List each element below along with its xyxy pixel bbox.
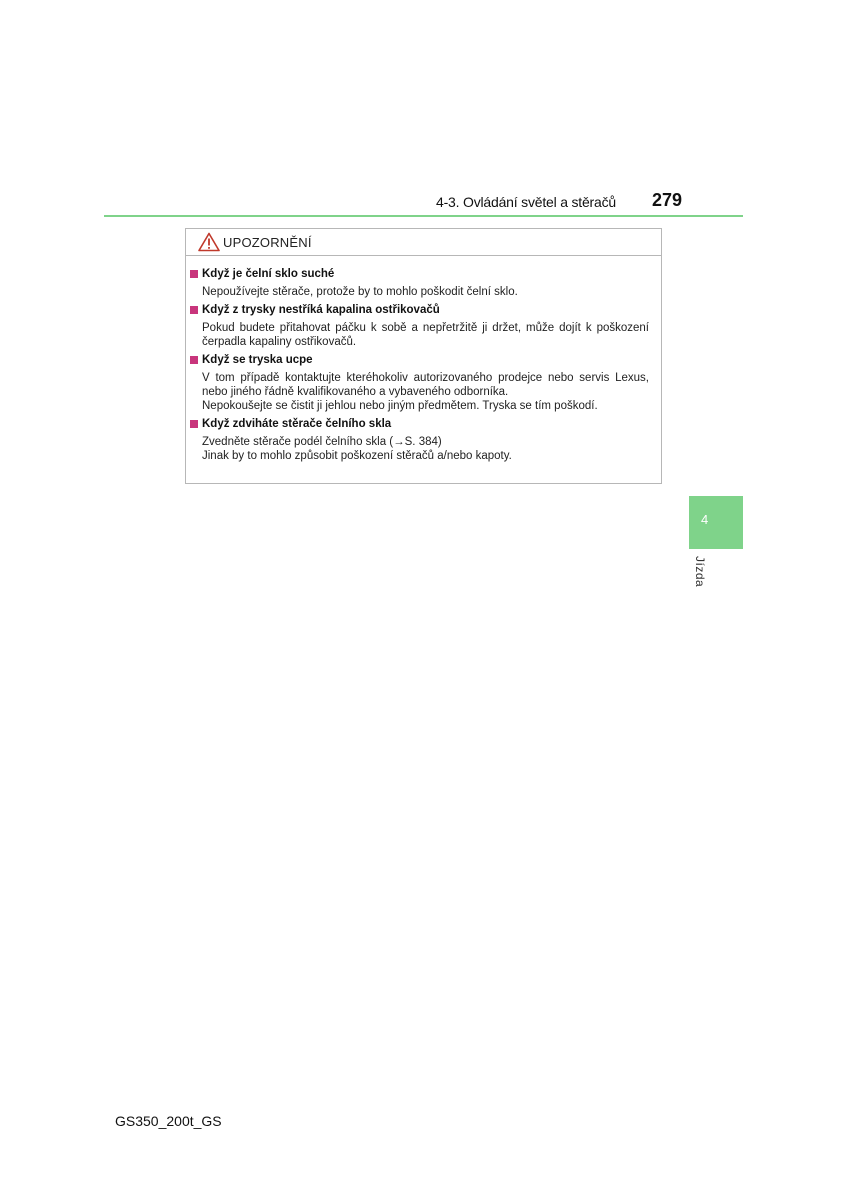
warning-item-title: Když z trysky nestříká kapalina ostřikovačů xyxy=(202,304,440,316)
footer-model-code: GS350_200t_GS xyxy=(115,1113,222,1129)
warning-item-text: Pokud budete přitahovat páčku k sobě a nepřetržitě ji držet, může dojít k poškození čerpadla kapaliny ostřikovačů. xyxy=(202,322,649,348)
warning-item xyxy=(190,302,649,349)
warning-item-title: Když se tryska ucpe xyxy=(202,354,313,366)
warning-body xyxy=(186,256,661,463)
chapter-tab xyxy=(689,496,743,549)
header-divider xyxy=(104,215,743,217)
warning-item-title: Když zdviháte stěrače čelního skla xyxy=(202,418,392,430)
warning-item xyxy=(190,352,649,413)
warning-item-title: Když je čelní sklo suché xyxy=(202,268,335,280)
chapter-label: Jízda xyxy=(693,556,707,588)
chapter-number: 4 xyxy=(701,512,709,527)
square-bullet-icon xyxy=(190,356,198,364)
square-bullet-icon xyxy=(190,270,198,278)
section-title: 4-3. Ovládání světel a stěračů xyxy=(436,194,616,210)
warning-triangle-icon xyxy=(198,232,220,252)
warning-label: UPOZORNĚNÍ xyxy=(223,234,312,250)
warning-header xyxy=(186,229,661,256)
warning-item-text: Nepoužívejte stěrače, protože by to mohlo poškodit čelní sklo. xyxy=(202,286,518,298)
warning-item-text: V tom případě kontaktujte kteréhokoliv autorizovaného prodejce nebo servis Lexus, nebo jiného řádně kvalifikovaného a vybaveného odborníka. Nepokoušejte se čistit ji jehlou nebo jiným předmětem. Tryska se tím poškodí. xyxy=(202,372,649,412)
square-bullet-icon xyxy=(190,420,198,428)
warning-item xyxy=(190,266,649,299)
square-bullet-icon xyxy=(190,306,198,314)
warning-item xyxy=(190,416,649,463)
warning-box xyxy=(185,228,662,484)
warning-item-text: Zvedněte stěrače podél čelního skla (→S. 384) Jinak by to mohlo způsobit poškození stěračů a/nebo kapoty. xyxy=(202,436,512,462)
page-number: 279 xyxy=(652,190,683,210)
